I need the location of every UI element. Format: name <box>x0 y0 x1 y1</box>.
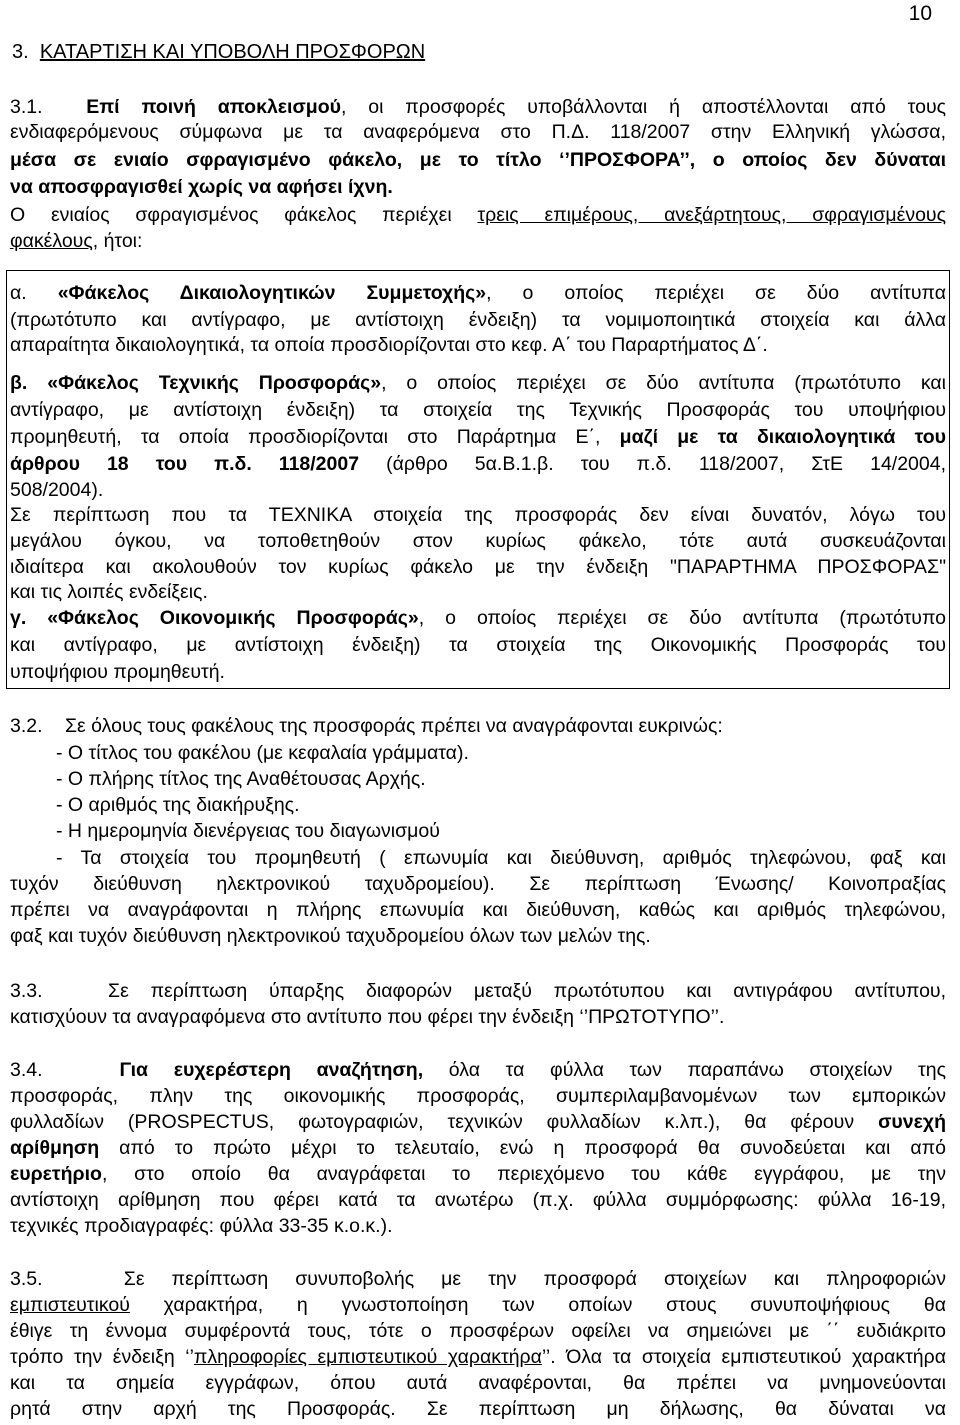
env-b-line-5: 508/2004). <box>10 479 104 501</box>
env-b-l3-a: προμηθευτή, τα οποία προσδιορίζονται στο Παράρτημα Ε΄, <box>10 426 620 448</box>
s35-line-1 <box>10 1267 946 1292</box>
page-number: 10 <box>908 2 932 25</box>
env-a-title: «Φάκελος Δικαιολογητικών Συμμετοχής» <box>57 282 487 304</box>
s35-num: 3.5. <box>10 1268 43 1290</box>
s35-line-5: και τα σημεία εγγράφων, όπου αυτά αναφέρονται, θα πρέπει να μνημονεύονται <box>10 1372 946 1394</box>
s32-item-5: - Τα στοιχεία του προμηθευτή ( επωνυμία και διεύθυνση, αριθμός τηλεφώνου, φαξ και <box>56 847 946 869</box>
env-c-line-2: και αντίγραφο, με αντίστοιχη ένδειξη) τα στοιχεία της Οικονομικής Προσφοράς του <box>10 634 946 656</box>
s31-num: 3.1. <box>10 96 43 118</box>
s34-l4-rest: από το πρώτο μέχρι το τελευταίο, ενώ η προσφορά θα συνοδεύεται και από <box>99 1137 946 1159</box>
s31-l1-rest: , οι προσφορές υποβάλλονται ή αποστέλλονται από τους <box>341 96 946 118</box>
s31-line-5 <box>10 203 946 228</box>
env-b-line-1 <box>10 371 946 396</box>
env-a-rest: , ο οποίος περιέχει σε δύο αντίτυπα <box>486 282 946 304</box>
s32-line-7: τυχόν διεύθυνση ηλεκτρονικού ταχυδρομείου). Σε περίπτωση Ένωσης/ Κοινοπραξίας <box>10 873 946 895</box>
s32-item-4: - Η ημερομηνία διενέργειας του διαγωνισμού <box>56 820 440 842</box>
env-b-l4-bold: άρθρου 18 του π.δ. 118/2007 <box>10 453 360 475</box>
s34-num: 3.4. <box>10 1059 43 1081</box>
s34-line-7: τεχνικές προδιαγραφές: φύλλα 33-35 κ.ο.κ.). <box>10 1215 393 1237</box>
s34-l3-a: φυλλαδίων (PROSPECTUS, φωτογραφιών, τεχνικών φυλλαδίων κ.λπ.), θα φέρουν <box>10 1111 879 1133</box>
s33-line-1 <box>10 979 946 1004</box>
s33-l1: Σε περίπτωση ύπαρξης διαφορών μεταξύ πρωτότυπου και αντιγράφου αντίτυπου, <box>108 980 946 1002</box>
s34-line-6: αντίστοιχη αρίθμηση που φέρει κατά τα ανωτέρω (π.χ. φύλλα συμμόρφωσης: φύλλα 16-19, <box>10 1189 946 1211</box>
s31-bold-lead: Επί ποινή αποκλεισμού <box>86 96 341 118</box>
s32-item-3: - Ο αριθμός της διακήρυξης. <box>56 794 300 816</box>
env-b-line-2: αντίγραφο, με αντίστοιχη ένδειξη) τα στοιχεία της Τεχνικής Προσφοράς του υποψήφιου <box>10 399 946 421</box>
s35-l4-a: τρόπο την ένδειξη ‘’ <box>10 1346 194 1368</box>
s32-item-2: - Ο πλήρης τίτλος της Αναθέτουσας Αρχής. <box>56 768 426 790</box>
env-b-line-8: ιδιαίτερα και ακολουθούν τον κυρίως φάκελο με την ένδειξη "ΠΑΡΑΡΤΗΜΑ ΠΡΟΣΦΟΡΑΣ" <box>10 556 946 578</box>
s35-l4-underlined: πληροφορίες εμπιστευτικού χαρακτήρα <box>193 1346 542 1368</box>
s35-l2-underlined: εμπιστευτικού <box>10 1294 130 1316</box>
env-b-line-3 <box>10 425 946 450</box>
env-a-line-2: (πρωτότυπο και αντίγραφο, με αντίστοιχη ένδειξη) τα νομιμοποιητικά στοιχεία και άλλα <box>10 309 946 331</box>
env-b-l3-bold: μαζί με τα δικαιολογητικά του <box>619 426 946 448</box>
s34-l4-bold: αρίθμηση <box>10 1137 100 1159</box>
s31-line-3: μέσα σε ενιαίο σφραγισμένο φάκελο, με το τίτλο ‘’ΠΡΟΣΦΟΡΑ’’, ο οποίος δεν δύναται <box>10 149 946 171</box>
env-c-rest: , ο οποίος περιέχει σε δύο αντίτυπα (πρωτότυπο <box>418 607 946 629</box>
s34-line-4 <box>10 1136 946 1161</box>
s35-line-2 <box>10 1293 946 1318</box>
env-c-line-3: υποψήφιου προμηθευτή. <box>10 661 225 683</box>
s34-line-3 <box>10 1110 946 1135</box>
env-b-line-9: και τις λοιπές ενδείξεις. <box>10 581 208 603</box>
env-b-l4-rest: (άρθρο 5α.Β.1.β. του π.δ. 118/2007, ΣτΕ 14/2004, <box>359 453 946 475</box>
s31-l5-underlined: τρεις επιμέρους, ανεξάρτητους, σφραγισμένους <box>477 204 946 226</box>
s31-line-1 <box>10 95 946 120</box>
env-b-line-4 <box>10 452 946 477</box>
env-a-line-1 <box>10 281 946 306</box>
s34-l1-bold: Για ευχερέστερη αναζήτηση, <box>119 1059 424 1081</box>
s34-line-2: προσφοράς, πλην της οικονομικής προσφοράς, συμπεριλαμβανομένων των εμπορικών <box>10 1085 946 1107</box>
s32-item-1: - Ο τίτλος του φακέλου (με κεφαλαία γράμματα). <box>56 742 469 764</box>
env-c-line-1 <box>10 606 946 631</box>
s35-l2-rest: χαρακτήρα, η γνωστοποίηση των οποίων στους συνυποψήφιους θα <box>129 1294 946 1316</box>
s35-l4-rest: ’’. Όλα τα στοιχεία εμπιστευτικού χαρακτήρα <box>541 1346 946 1368</box>
s33-line-2: κατισχύουν τα αναγραφόμενα στο αντίτυπο που φέρει την ένδειξη ‘’ΠΡΩΤΟΤΥΠΟ’’. <box>10 1006 725 1028</box>
env-b-title: β. «Φάκελος Τεχνικής Προσφοράς» <box>10 372 382 394</box>
s31-line-4: να αποσφραγισθεί χωρίς να αφήσει ίχνη. <box>10 176 393 198</box>
env-b-line-6: Σε περίπτωση που τα ΤΕΧΝΙΚΑ στοιχεία της προσφοράς δεν είναι δυνατόν, λόγω του <box>10 504 946 526</box>
s32-num: 3.2. <box>10 715 43 737</box>
s34-line-5 <box>10 1162 946 1187</box>
env-a-marker: α. <box>10 282 58 304</box>
section-title: ΚΑΤΑΡΤΙΣΗ ΚΑΙ ΥΠΟΒΟΛΗ ΠΡΟΣΦΟΡΩΝ <box>39 41 426 63</box>
s35-line-3: έθιγε τη έννομα συμφέροντά τους, τότε ο προσφέρων οφείλει να σημειώνει με ΄΄ ευδιάκριτο <box>10 1320 946 1342</box>
s31-line-2: ενδιαφερόμενους σύμφωνα με τα αναφερόμενα στο Π.Δ. 118/2007 στην Ελληνική γλώσσα, <box>10 121 946 143</box>
env-b-rest: , ο οποίος περιέχει σε δύο αντίτυπα (πρωτότυπο και <box>381 372 946 394</box>
s34-l5-bold: ευρετήριο <box>10 1163 102 1185</box>
s34-line-1 <box>10 1058 946 1083</box>
s31-line-6 <box>10 229 946 254</box>
s35-l1: Σε περίπτωση συνυποβολής με την προσφορά στοιχείων και πληροφοριών <box>123 1268 946 1290</box>
s34-l1-rest: όλα τα φύλλα των παραπάνω στοιχείων της <box>423 1059 946 1081</box>
section-heading <box>12 41 425 64</box>
s33-num: 3.3. <box>10 980 43 1002</box>
env-b-line-7: μεγάλου όγκου, να τοποθετηθούν στον κυρίως φάκελο, τότε αυτά συσκευάζονται <box>10 530 946 552</box>
s35-line-4 <box>10 1345 946 1370</box>
s34-l5-rest: , στο οποίο θα αναγράφεται το περιεχόμενο του κάθε εγγράφου, με την <box>101 1163 946 1185</box>
env-a-line-3: απαραίτητα δικαιολογητικά, τα οποία προσδιορίζονται στο κεφ. Α΄ του Παραρτήματος Δ΄. <box>10 334 768 356</box>
s31-l6-b: , ήτοι: <box>92 230 143 252</box>
s32-line-8: πρέπει να αναγράφονται η πλήρης επωνυμία και διεύθυνση, καθώς και αριθμός τηλεφώνου, <box>10 899 946 921</box>
s34-l3-bold: συνεχή <box>878 1111 946 1133</box>
s32-line-9: φαξ και τυχόν διεύθυνση ηλεκτρονικού ταχυδρομείου όλων των μελών της. <box>10 925 651 947</box>
section-number: 3. <box>12 41 29 63</box>
s35-line-6: ρητά στην αρχή της Προσφοράς. Σε περίπτωση μη δήλωσης, θα δύναται να <box>10 1398 946 1420</box>
s31-l5-a: Ο ενιαίος σφραγισμένος φάκελος περιέχει <box>10 204 478 226</box>
env-c-title: γ. «Φάκελος Οικονομικής Προσφοράς» <box>10 607 419 629</box>
s31-l6-underlined: φακέλους <box>10 230 93 252</box>
s32-intro: Σε όλους τους φακέλους της προσφοράς πρέπει να αναγράφονται ευκρινώς: <box>65 715 723 737</box>
